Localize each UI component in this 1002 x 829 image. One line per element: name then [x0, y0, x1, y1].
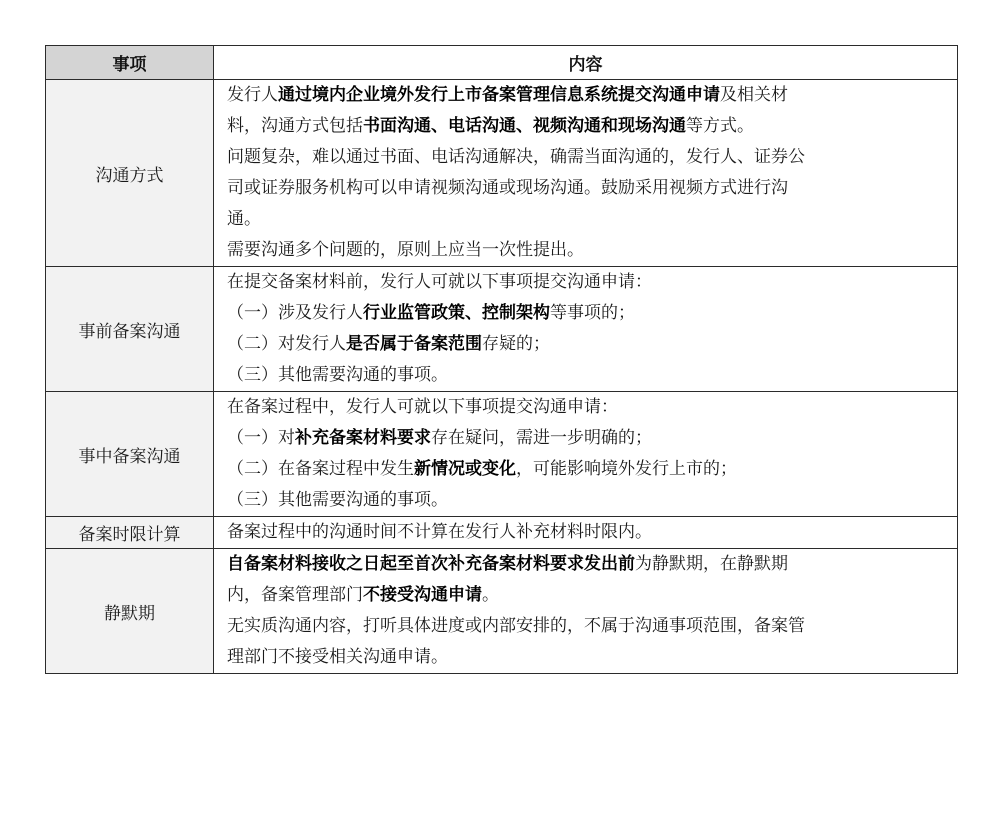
bold-text-segment: 新情况或变化: [414, 459, 516, 479]
bold-text-segment: 是否属于备案范围: [346, 334, 482, 354]
content-line: [227, 611, 945, 642]
text-segment: （二）对发行人: [227, 334, 346, 354]
content-line: [227, 580, 945, 611]
row-content-cell: [214, 267, 958, 392]
text-segment: 及相关材: [720, 85, 788, 105]
row-item-cell: 备案时限计算: [46, 517, 214, 549]
content-line: [227, 235, 945, 266]
text-segment: 料，沟通方式包括: [227, 116, 363, 136]
table-row: [46, 392, 958, 517]
content-line: [227, 267, 945, 298]
text-segment: （三）其他需要沟通的事项。: [227, 365, 448, 385]
text-segment: 通。: [227, 209, 261, 229]
content-line: [227, 423, 945, 454]
bold-text-segment: 行业监管政策、控制架构: [363, 303, 550, 323]
text-segment: （三）其他需要沟通的事项。: [227, 490, 448, 510]
text-segment: 存在疑问，需进一步明确的；: [431, 428, 652, 448]
text-segment: 为静默期，在静默期: [635, 554, 788, 574]
text-segment: 在备案过程中，发行人可就以下事项提交沟通申请：: [227, 397, 618, 417]
content-line: [227, 549, 945, 580]
content-line: [227, 173, 945, 204]
bold-text-segment: 不接受沟通申请: [363, 585, 482, 605]
content-line: [227, 392, 945, 423]
text-segment: 内，备案管理部门: [227, 585, 363, 605]
bold-text-segment: 自备案材料接收之日起至首次补充备案材料要求发出前: [227, 554, 635, 574]
text-segment: 备案过程中的沟通时间不计算在发行人补充材料时限内。: [227, 522, 652, 542]
header-content: 内容: [214, 46, 958, 80]
content-line: [227, 642, 945, 673]
row-content-cell: [214, 549, 958, 674]
content-line: [227, 80, 945, 111]
table-row: [46, 549, 958, 674]
communication-matters-table: [45, 45, 958, 674]
row-content-cell: [214, 80, 958, 267]
row-content-cell: [214, 517, 958, 549]
content-line: [227, 329, 945, 360]
content-line: [227, 485, 945, 516]
row-item-cell: 事前备案沟通: [46, 267, 214, 392]
content-line: [227, 111, 945, 142]
text-segment: 问题复杂，难以通过书面、电话沟通解决，确需当面沟通的，发行人、证券公: [227, 147, 805, 167]
content-line: [227, 454, 945, 485]
text-segment: 需要沟通多个问题的，原则上应当一次性提出。: [227, 240, 584, 260]
row-content-cell: [214, 392, 958, 517]
text-segment: （一）涉及发行人: [227, 303, 363, 323]
text-segment: 发行人: [227, 85, 278, 105]
row-item-cell: 静默期: [46, 549, 214, 674]
bold-text-segment: 补充备案材料要求: [295, 428, 431, 448]
table-row: [46, 517, 958, 549]
table-header-row: [46, 46, 958, 80]
content-line: [227, 142, 945, 173]
table-row: [46, 80, 958, 267]
text-segment: （一）对: [227, 428, 295, 448]
table-row: [46, 267, 958, 392]
text-segment: 理部门不接受相关沟通申请。: [227, 647, 448, 667]
text-segment: 无实质沟通内容，打听具体进度或内部安排的，不属于沟通事项范围，备案管: [227, 616, 805, 636]
content-line: [227, 204, 945, 235]
text-segment: （二）在备案过程中发生: [227, 459, 414, 479]
content-line: [227, 298, 945, 329]
text-segment: 司或证券服务机构可以申请视频沟通或现场沟通。鼓励采用视频方式进行沟: [227, 178, 788, 198]
content-line: [227, 360, 945, 391]
bold-text-segment: 书面沟通、电话沟通、视频沟通和现场沟通: [363, 116, 686, 136]
text-segment: 存疑的；: [482, 334, 550, 354]
text-segment: 在提交备案材料前，发行人可就以下事项提交沟通申请：: [227, 272, 652, 292]
row-item-cell: 事中备案沟通: [46, 392, 214, 517]
content-line: [227, 517, 945, 548]
text-segment: 等事项的；: [550, 303, 635, 323]
row-item-cell: 沟通方式: [46, 80, 214, 267]
text-segment: ，可能影响境外发行上市的；: [516, 459, 737, 479]
text-segment: 。: [482, 585, 499, 605]
header-item: 事项: [46, 46, 214, 80]
bold-text-segment: 通过境内企业境外发行上市备案管理信息系统提交沟通申请: [278, 85, 720, 105]
text-segment: 等方式。: [686, 116, 754, 136]
